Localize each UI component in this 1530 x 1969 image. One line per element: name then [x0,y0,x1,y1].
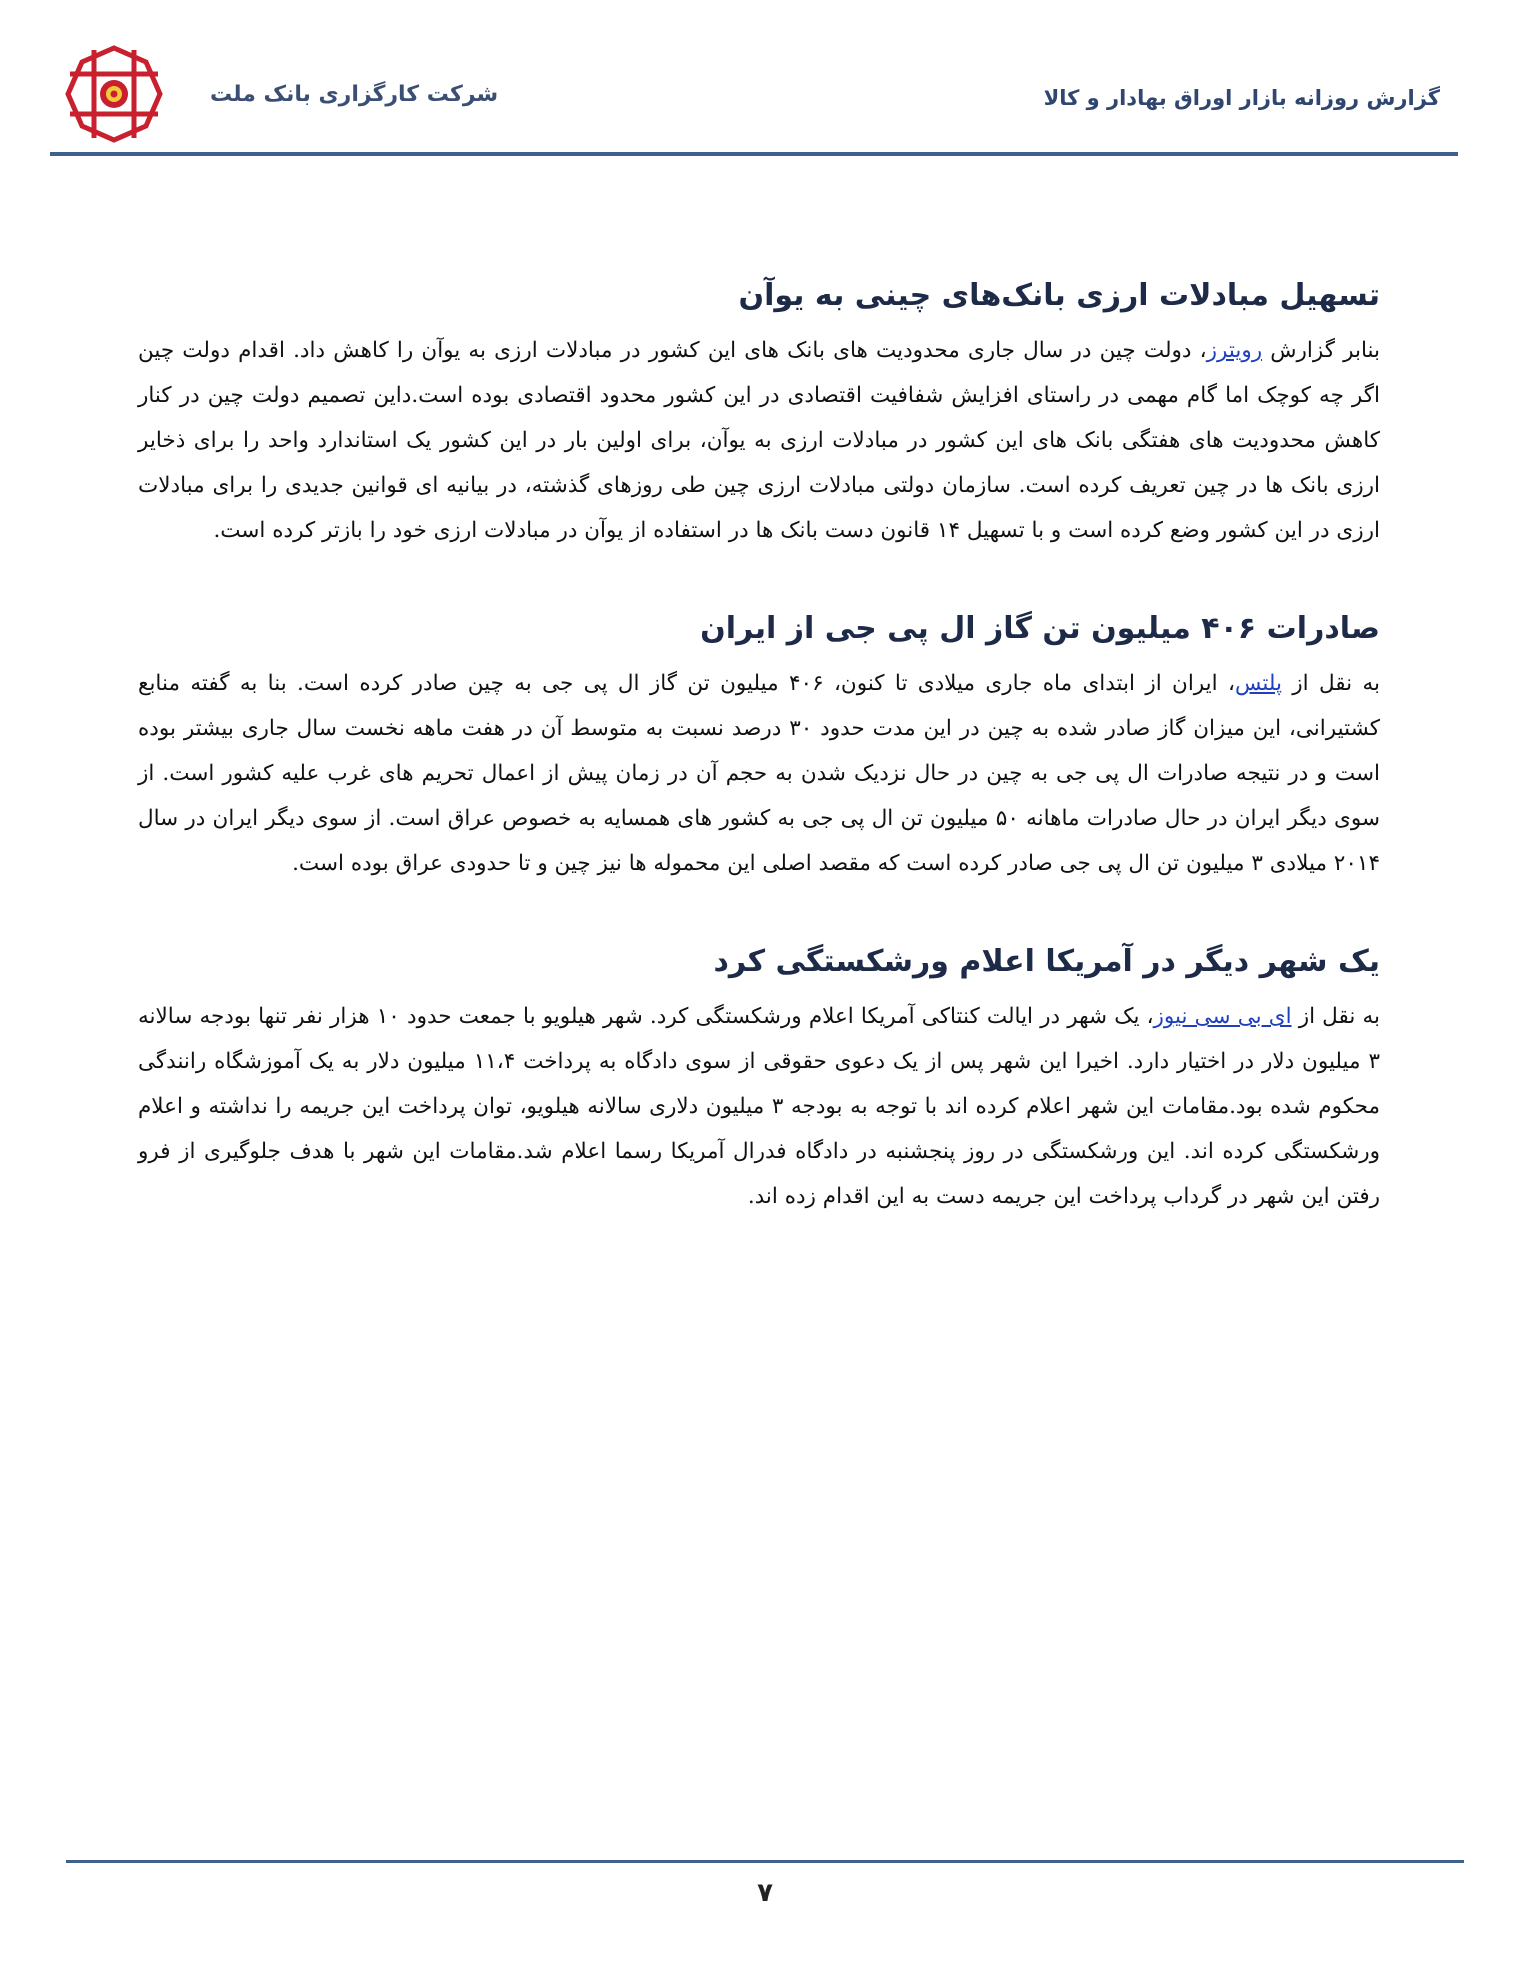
article-body-intro: بنابر گزارش [1262,338,1380,363]
page-number: ۷ [757,1878,773,1908]
source-link-platts[interactable]: پلتس [1234,671,1282,696]
article-body-text: ، ایران از ابتدای ماه جاری میلادی تا کنون، ۴۰۶ میلیون تن گاز ال پی جی به چین صادر کرده است. بنا به گفته منابع کشتیرانی، این میزان گاز صادر شده به چین در این مدت حدود ۳۰ درصد نسبت به متوسط آن در هفت ماهه نخست سال جاری بیشتر بوده است و در نتیجه صادرات ال پی جی به چین در حال نزدیک شدن به حجم آن در زمان پیش از اعمال تحریم های غرب علیه کشور است. از سوی دیگر ایران در حال صادرات ماهانه ۵۰ میلیون تن ال پی جی به کشور های همسایه به خصوص عراق است. از سوی دیگر ایران در سال ۲۰۱۴ میلادی ۳ میلیون تن ال پی جی صادر کرده است که مقصد اصلی این محموله ها نیز چین و تا حدودی عراق بوده است. [138,671,1381,876]
report-title: گزارش روزانه بازار اوراق بهادار و کالا [1043,86,1440,110]
header-divider [50,152,1458,156]
company-name: شرکت کارگزاری بانک ملت [210,82,499,107]
article-body-intro: به نقل از [1281,671,1381,696]
article-list [138,270,1380,1269]
article-body [138,328,1380,553]
page-header [0,0,1530,160]
article-title: یک شهر دیگر در آمریکا اعلام ورشکستگی کرد [713,944,1380,979]
article [138,603,1380,886]
article-body [138,994,1380,1219]
article-title: تسهیل مبادلات ارزی بانک‌های چینی به یوآن [738,278,1380,313]
article-body-intro: به نقل از [1291,1004,1380,1029]
footer-divider [66,1860,1464,1863]
article-body [138,661,1380,886]
article-body-text: ، دولت چین در سال جاری محدودیت های بانک های این کشور در مبادلات ارزی به یوآن را کاهش داد. اقدام دولت چین اگر چه کوچک اما گام مهمی در راستای افزایش شفافیت اقتصادی در این کشور محدود اقتصادی بوده است.داین تصمیم دولت چین در کنار کاهش محدودیت های هفتگی بانک های این کشور در مبادلات ارزی به یوآن، برای اولین بار در این کشور یک استاندارد واحد را برای ذخایر ارزی بانک ها در چین تعریف کرده است. سازمان دولتی مبادلات ارزی چین طی روزهای گذشته، در بیانیه ای قوانین جدیدی را برای مبادلات ارزی در این کشور وضع کرده است و با تسهیل ۱۴ قانون دست بانک ها در استفاده از یوآن در مبادلات ارزی خود را بازتر کرده است. [138,338,1380,543]
article [138,270,1380,553]
source-link-abc-news[interactable]: ای بی سی نیوز [1153,1004,1292,1029]
source-link-reuters[interactable]: رویترز [1206,338,1263,363]
article-title: صادرات ۴۰۶ میلیون تن گاز ال پی جی از ایران [700,611,1380,646]
article [138,936,1380,1219]
article-body-text: ، یک شهر در ایالت کنتاکی آمریکا اعلام ورشکستگی کرد. شهر هیلویو با جمعت حدود ۱۰ هزار نفر تنها بودجه سالانه ۳ میلیون دلار در اختیار دارد. اخیرا این شهر پس از یک دعوی حقوقی از سوی دادگاه به پرداخت ۱۱،۴ میلیون دلار به یک آموزشگاه رانندگی محکوم شده بود.مقامات این شهر اعلام کرده اند با توجه به بودجه ۳ میلیون دلاری سالانه هیلویو، توان پرداخت این جریمه را نداشته و اعلام ورشکستگی کرده اند. این ورشکستگی در روز پنجشنبه در دادگاه فدرال آمریکا رسما اعلام شد.مقامات این شهر با هدف جلوگیری از فرو رفتن این شهر در گرداب پرداخت این جریمه دست به این اقدام زده اند. [138,1004,1380,1209]
bank-mellat-logo-icon [64,44,164,144]
